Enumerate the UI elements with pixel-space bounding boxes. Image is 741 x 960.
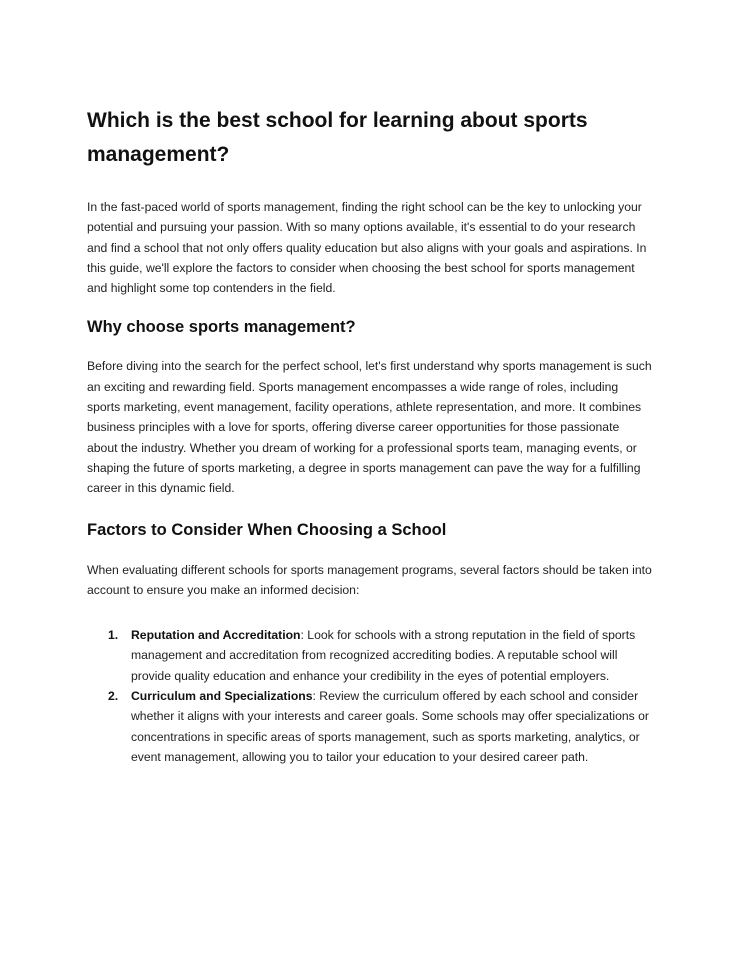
list-item-title: Curriculum and Specializations — [131, 689, 313, 704]
list-item-title: Reputation and Accreditation — [131, 628, 301, 643]
list-item-number: 1. — [108, 628, 119, 643]
list-item-text: : Review the curriculum offered by each school and consider whether it aligns with your interests and career goals. Some schools may offer specializations or concentrations in specific areas of sports management, such as sports marketing, analytics, or event management, allowing you to tailor your education to your desired career path. — [131, 689, 649, 764]
section-heading-why: Why choose sports management? — [87, 318, 356, 337]
section-body-factors: When evaluating different schools for sports management programs, several factors should be taken into account to ensure you make an informed decision: — [87, 562, 652, 597]
document-page — [87, 104, 653, 767]
page-title: Which is the best school for learning about sports management? — [87, 109, 588, 166]
section-body-why: Before diving into the search for the perfect school, let's first understand why sports management is such an exciting and rewarding field. Sports management encompasses a wide range of roles, including sports marketing, event management, facility operations, athlete representation, and more. It combines business principles with a love for sports, offering diverse career opportunities for those passionate about the industry. Whether you dream of working for a professional sports team, managing events, or shaping the future of sports marketing, a degree in sports management can pave the way for a fulfilling career in this dynamic field. — [87, 359, 652, 496]
section-heading-factors: Factors to Consider When Choosing a School — [87, 520, 447, 539]
list-item — [108, 686, 653, 767]
list-item-text: : Look for schools with a strong reputation in the field of sports management and accreditation from recognized accrediting bodies. A reputable school will provide quality education and enhance your credibility in the eyes of potential employers. — [131, 628, 636, 683]
list-item — [108, 625, 653, 686]
factors-list — [87, 625, 653, 767]
intro-paragraph: In the fast-paced world of sports management, finding the right school can be the key to unlocking your potential and pursuing your passion. With so many options available, it's essential to do your research and find a school that not only offers quality education but also aligns with your goals and aspirations. In this guide, we'll explore the factors to consider when choosing the best school for sports management and highlight some top contenders in the field. — [87, 200, 647, 296]
list-item-number: 2. — [108, 689, 119, 704]
